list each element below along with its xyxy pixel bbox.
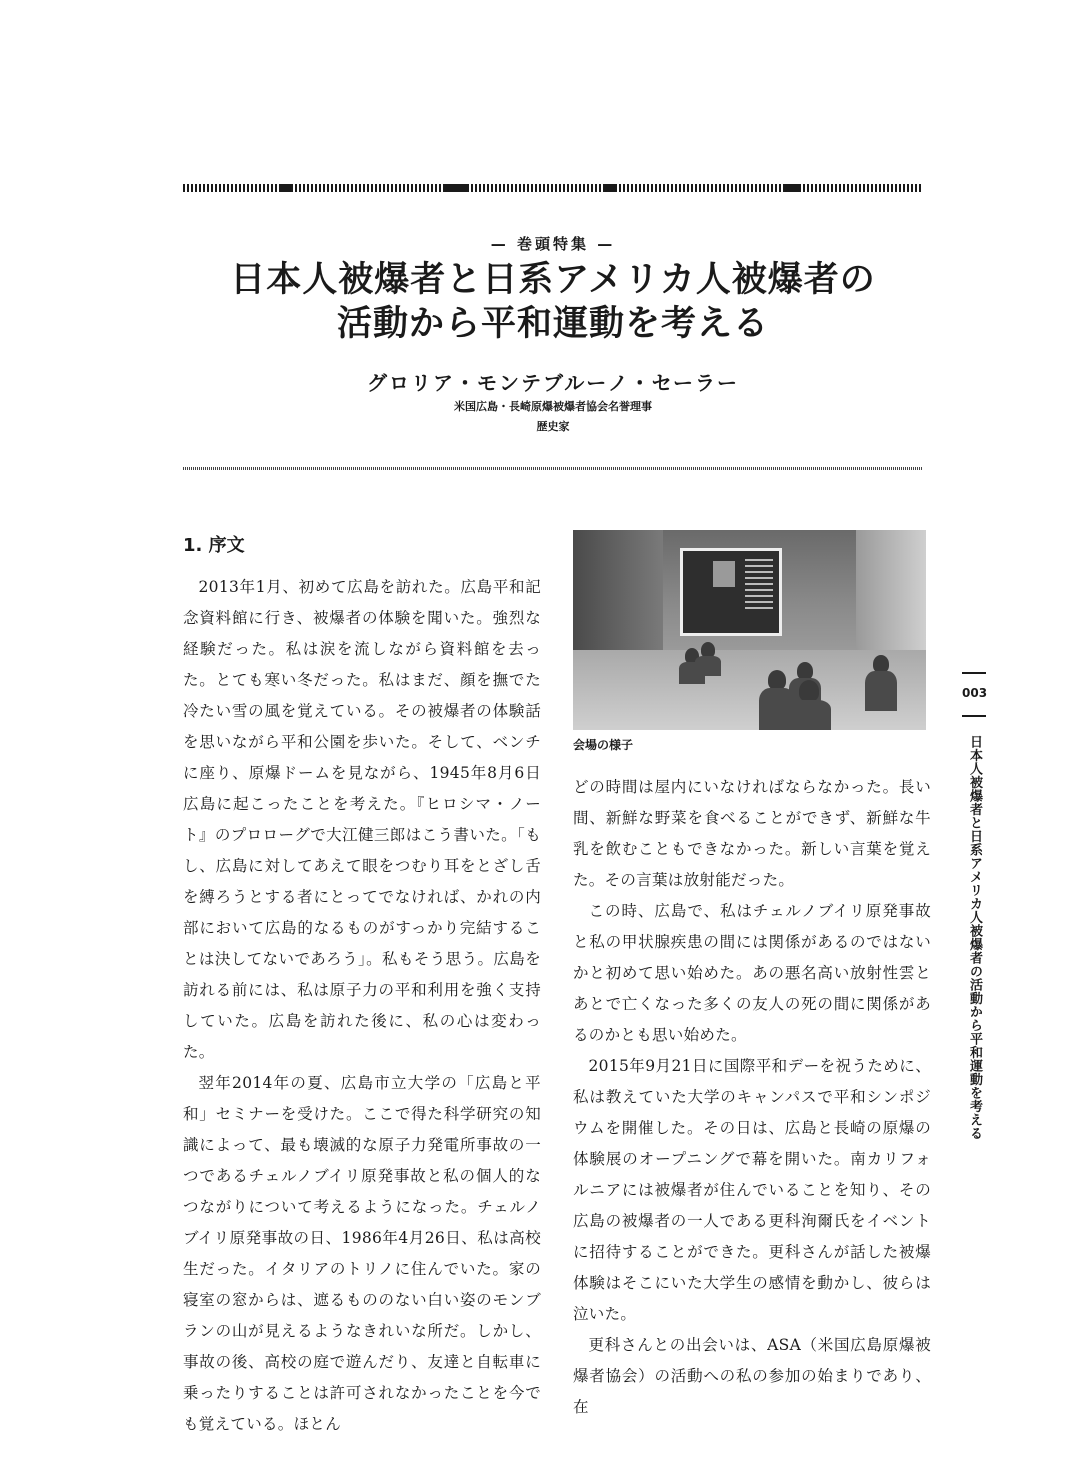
photo-caption: 会場の様子 <box>573 738 634 752</box>
feature-kicker: — 巻頭特集 — <box>490 235 616 253</box>
author-name: グロリア・モンテブルーノ・セーラー <box>367 371 739 395</box>
author-title: 歴史家 <box>536 420 570 433</box>
article-title-line2: 活動から平和運動を考える <box>336 304 769 344</box>
page-number-rule-top <box>962 672 986 674</box>
paragraph: どの時間は屋内にいなければならなかった。長い間、新鮮な野菜を食べることができず、新鮮な牛乳を飲むこともできなかった。新しい言葉を覚えた。その言葉は放射能だった。 <box>573 778 931 889</box>
event-photo <box>573 530 926 730</box>
top-decorative-rule <box>183 184 923 192</box>
paragraph: この時、広島で、私はチェルノブイリ原発事故と私の甲状腺疾患の間には関係があるのではないかと初めて思い始めた。あの悪名高い放射性雲とあとで亡くなった多くの友人の死の間に関係があるのかとも思い始めた。 <box>573 902 931 1044</box>
article-title <box>183 258 923 346</box>
paragraph: 翌年2014年の夏、広島市立大学の「広島と平和」セミナーを受けた。ここで得た科学研究の知識によって、最も壊滅的な原子力発電所事故の一つであるチェルノブイリ原発事故と私の個人的なつながりについて考えるようになった。チェルノブイリ原発事故の日、1986年4月26日、私は高校生だった。イタリアのトリノに住んでいた。家の寝室の窓からは、遮るもののない白い姿のモンブランの山が見えるようなきれいな所だ。しかし、事故の後、高校の庭で遊んだり、友達と自転車に乗ったりすることは許可されなかったことを今でも覚えている。ほとん <box>183 1074 541 1433</box>
paragraph: 更科さんとの出会いは、ASA（米国広島原爆被爆者協会）の活動への私の参加の始まりであり、在 <box>573 1336 931 1416</box>
author-affiliation: 米国広島・長崎原爆被爆者協会名誉理事 <box>454 400 652 413</box>
section-divider <box>183 467 923 470</box>
page-number: 003 <box>962 686 988 700</box>
section-heading: 1. 序文 <box>183 535 245 556</box>
article-title-line1: 日本人被爆者と日系アメリカ人被爆者の <box>230 260 876 300</box>
body-column-left <box>183 572 541 1440</box>
projection-screen <box>680 548 782 636</box>
body-column-right <box>573 772 931 1423</box>
page-number-rule-bottom <box>962 715 986 717</box>
paragraph: 2015年9月21日に国際平和デーを祝うために、私は教えていた大学のキャンパスで平和シンポジウムを開催した。その日は、広島と長崎の原爆の体験展のオープニングで幕を開いた。南カリフォルニアには被爆者が住んでいることを知り、その広島の被爆者の一人である更科洵爾氏をイベントに招待することができた。更科さんが話した被爆体験はそこにいた大学生の感情を動かし、彼らは泣いた。 <box>573 1057 931 1323</box>
paragraph: 2013年1月、初めて広島を訪れた。広島平和記念資料館に行き、被爆者の体験を聞いた。強烈な経験だった。私は涙を流しながら資料館を去った。とても寒い冬だった。私はまだ、顔を撫でた冷たい雪の風を覚えている。その被爆者の体験話を思いながら平和公園を歩いた。そして、ベンチに座り、原爆ドームを見ながら、1945年8月6日広島に起こったことを考えた。『ヒロシマ・ノート』のプロローグで大江健三郎はこう書いた。「もし、広島に対してあえて眼をつむり耳をとざし舌を縛ろうとする者にとってでなければ、かれの内部において広島的なるものがすっかり完結することは決してないであろう」。私もそう思う。広島を訪れる前には、私は原子力の平和利用を強く支持していた。広島を訪れた後に、私の心は変わった。 <box>183 578 541 1061</box>
running-title: 日本人被爆者と日系アメリカ人被爆者の活動から平和運動を考える <box>967 735 982 1140</box>
